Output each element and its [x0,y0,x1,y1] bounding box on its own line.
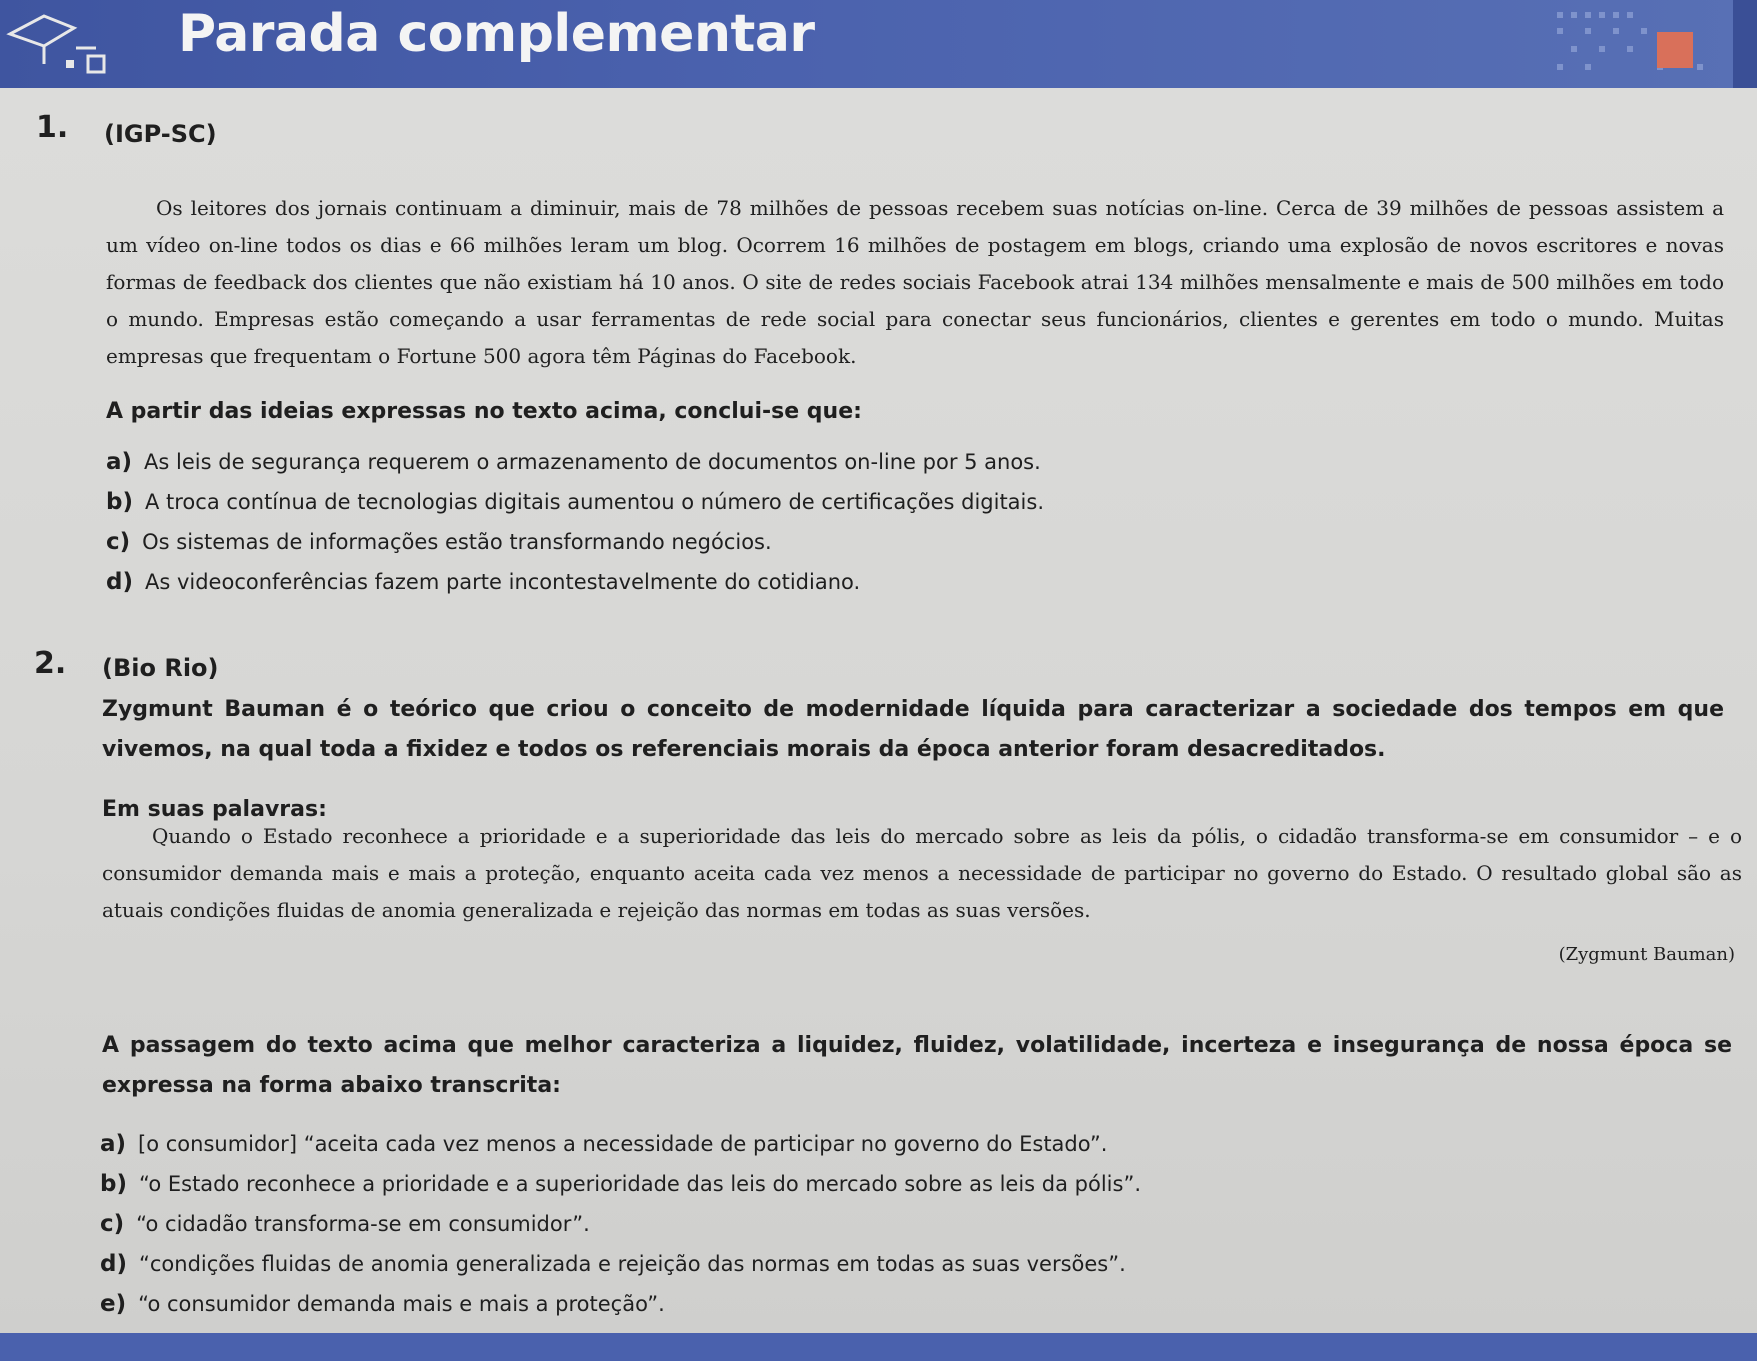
option-text: As videoconferências fazem parte incontestavelmente do cotidiano. [144,570,861,594]
option-item[interactable] [106,522,1044,562]
option-item[interactable] [100,1124,1141,1164]
question-1-number: 1. [36,110,69,145]
decorative-pattern [1537,0,1757,88]
question-1-source: (IGP-SC) [104,120,217,148]
footer-bar [0,1333,1757,1361]
option-text: [o consumidor] “aceita cada vez menos a necessidade de participar no governo do Estado”. [138,1132,1108,1156]
option-text: “o Estado reconhece a prioridade e a superioridade das leis do mercado sobre as leis da pólis”. [138,1172,1142,1196]
quote-author: (Zygmunt Bauman) [1558,944,1735,965]
option-text: “condições fluidas de anomia generalizada e rejeição das normas em todas as suas versões”. [138,1252,1126,1276]
question-2-intro: Zygmunt Bauman é o teórico que criou o conceito de modernidade líquida para caracterizar a sociedade dos tempos em que vivemos, na qual toda a fixidez e todos os referenciais morais da época anterior foram desacreditados. [102,697,1724,762]
option-letter: c) [100,1211,125,1237]
question-1-text-block [106,190,1724,375]
book-icon [4,4,114,80]
question-1-prompt: A partir das ideias expressas no texto acima, conclui-se que: [106,399,862,424]
option-text: Os sistemas de informações estão transformando negócios. [142,530,772,554]
question-2-intro-label: Em suas palavras: [102,797,327,822]
question-1-text: Os leitores dos jornais continuam a diminuir, mais de 78 milhões de pessoas recebem suas notícias on-line. Cerca de 39 milhões de pessoas assistem a um vídeo on-line todos os dias e 66 milhões leram um blog. Ocorrem 16 milhões de postagem em blogs, criando uma explosão de novos escritores e novas formas de feedback dos clientes que não existiam há 10 anos. O site de redes sociais Facebook atrai 134 milhões mensalmente e mais de 500 milhões em todo o mundo. Empresas estão começando a usar ferramentas de rede social para conectar seus funcionários, clientes e gerentes em todo o mundo. Muitas empresas que frequentam o Fortune 500 agora têm Páginas do Facebook. [106,196,1724,368]
option-letter: c) [106,529,131,555]
question-1-options [106,442,1044,602]
question-2-source: (Bio Rio) [102,654,219,682]
option-text: As leis de segurança requerem o armazenamento de documentos on-line por 5 anos. [144,450,1041,474]
option-item[interactable] [106,442,1044,482]
question-2-number: 2. [34,646,67,681]
option-text: A troca contínua de tecnologias digitais aumentou o número de certificações digitais. [144,490,1044,514]
question-2-options [100,1124,1141,1324]
header-bar [0,0,1757,88]
option-letter: d) [100,1251,127,1277]
question-2-quote-block [102,818,1742,929]
question-2-quote: Quando o Estado reconhece a prioridade e a superioridade das leis do mercado sobre as leis da pólis, o cidadão transforma-se em consumidor – e o consumidor demanda mais e mais a proteção, enquanto aceita cada vez menos a necessidade de participar no governo do Estado. O resultado global são as atuais condições fluidas de anomia generalizada e rejeição das normas em todas as suas versões. [102,824,1742,922]
option-text: “o consumidor demanda mais e mais a proteção”. [138,1292,665,1316]
page-title: Parada complementar [178,4,815,64]
option-item[interactable] [100,1204,1141,1244]
option-item[interactable] [100,1244,1141,1284]
option-letter: b) [100,1171,127,1197]
option-item[interactable] [106,562,1044,602]
option-letter: b) [106,489,133,515]
option-text: “o cidadão transforma-se em consumidor”. [136,1212,590,1236]
option-letter: e) [100,1291,127,1317]
option-letter: a) [100,1131,127,1157]
option-item[interactable] [100,1284,1141,1324]
option-item[interactable] [100,1164,1141,1204]
option-item[interactable] [106,482,1044,522]
question-2-prompt: A passagem do texto acima que melhor caracteriza a liquidez, fluidez, volatilidade, incerteza e insegurança de nossa época se expressa na forma abaixo transcrita: [102,1033,1732,1098]
option-letter: d) [106,569,133,595]
option-letter: a) [106,449,133,475]
